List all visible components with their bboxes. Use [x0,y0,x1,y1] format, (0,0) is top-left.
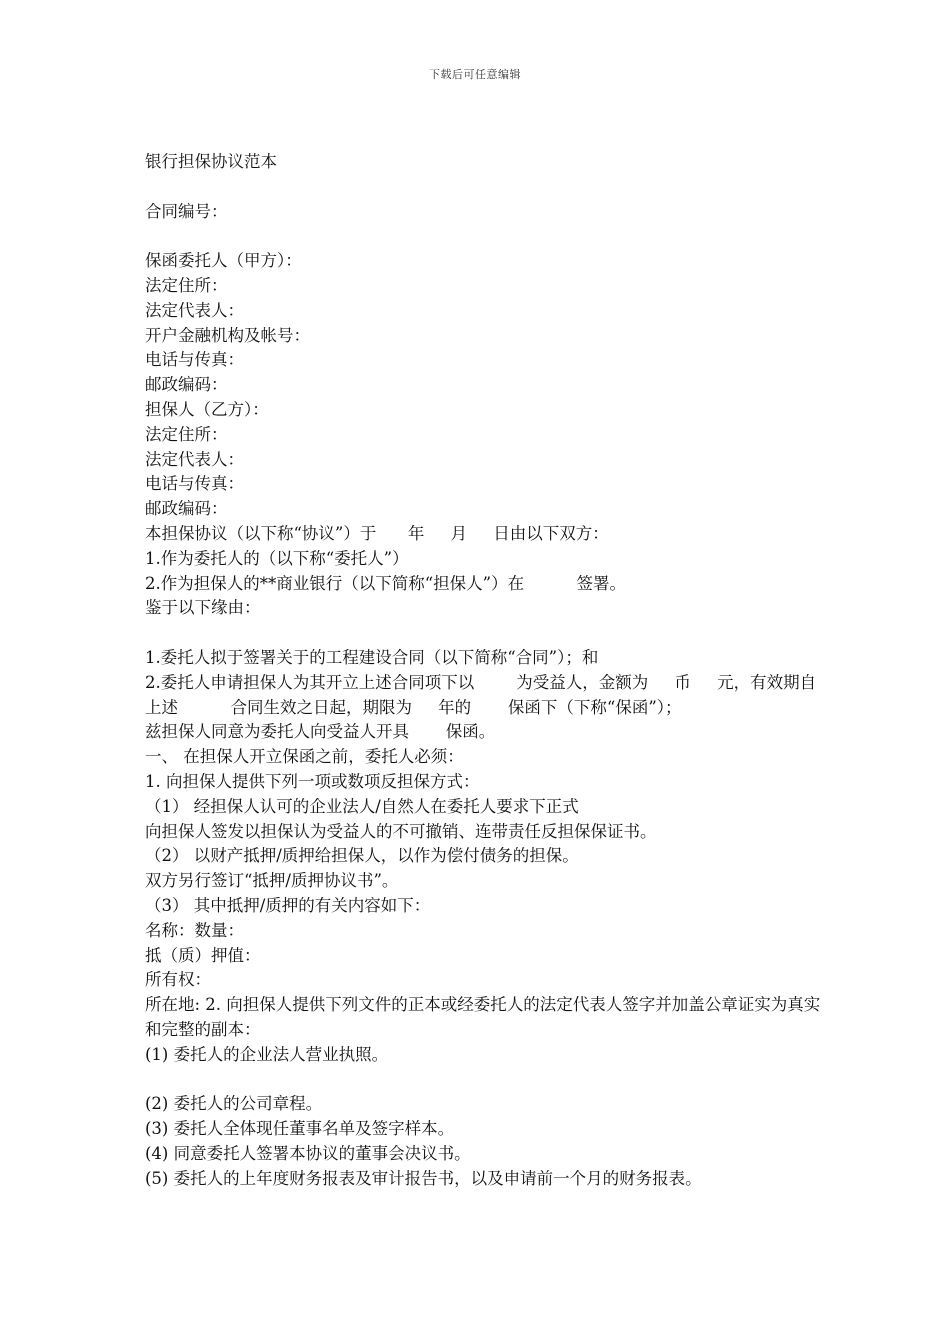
spacer [145,1067,825,1092]
party-b-line: 法定住所： [145,424,228,444]
party-b-line: 电话与传真： [145,474,244,494]
contract-number: 合同编号： [145,201,228,221]
doc-list-item: (4) 同意委托人签署本协议的董事会决议书。 [145,1143,471,1163]
party-a-line: 法定住所： [145,275,228,295]
intro-line: 鉴于以下缘由： [145,598,261,618]
section-line: 1. 向担保人提供下列一项或数项反担保方式： [145,771,480,791]
spacer [145,224,825,249]
intro-line: 2.作为担保人的**商业银行（以下简称“担保人”）在 签署。 [145,573,627,593]
party-a-line: 电话与传真： [145,350,244,370]
recital-paragraph: 1.委托人拟于签署关于的工程建设合同（以下简称“合同”）；和 [145,647,599,667]
party-a-line: 保函委托人（甲方）： [145,251,302,271]
party-b-line: 法定代表人： [145,449,244,469]
doc-list-item: (2) 委托人的公司章程。 [145,1094,323,1114]
intro-line: 1.作为委托人的（以下称“委托人”） [145,548,409,568]
section-line: 所在地: 2. 向担保人提供下列文件的正本或经委托人的法定代表人签字并加盖公章证实为真实和完整的副本： [145,995,821,1039]
section-line: （1） 经担保人认可的企业法人/自然人在委托人要求下正式 [145,796,579,816]
spacer [145,621,825,646]
party-b-line: 邮政编码： [145,499,228,519]
section-line: 抵（质）押值： [145,945,261,965]
party-a-line: 开户金融机构及帐号： [145,325,310,345]
page-header: 下载后可任意编辑 [429,68,521,81]
section-line: 所有权： [145,970,211,990]
section-line: 双方另行签订“抵押/质押协议书”。 [145,871,399,891]
spacer [145,175,825,200]
doc-list-item: (5) 委托人的上年度财务报表及审计报告书，以及申请前一个月的财务报表。 [145,1168,702,1188]
recital-paragraph: 兹担保人同意为委托人向受益人开具 保函。 [145,722,496,742]
document-title: 银行担保协议范本 [145,152,277,171]
section-line: （3） 其中抵押/质押的有关内容如下： [145,895,431,915]
section-line: 向担保人签发以担保认为受益人的不可撤销、连带责任反担保保证书。 [145,821,657,841]
party-b-line: 担保人（乙方）： [145,399,269,419]
doc-list-item: (3) 委托人全体现任董事名单及签字样本。 [145,1119,455,1139]
recital-paragraph: 2.委托人申请担保人为其开立上述合同项下以 为受益人，金额为 币 元，有效期自上述 合同生效之日起，期限为 年的 保函下（下称“保函”）； [145,672,817,717]
intro-line: 本担保协议（以下称“协议”）于 年 月 日由以下双方： [145,523,609,543]
section-line: （2） 以财产抵押/质押给担保人，以作为偿付债务的担保。 [145,846,579,866]
party-a-line: 邮政编码： [145,375,228,395]
party-a-line: 法定代表人： [145,300,244,320]
section-heading: 一、 在担保人开立保函之前，委托人必须： [145,747,464,767]
section-line: (1) 委托人的企业法人营业执照。 [145,1044,389,1064]
document-body [145,150,825,1191]
section-line: 名称：数量： [145,920,244,940]
